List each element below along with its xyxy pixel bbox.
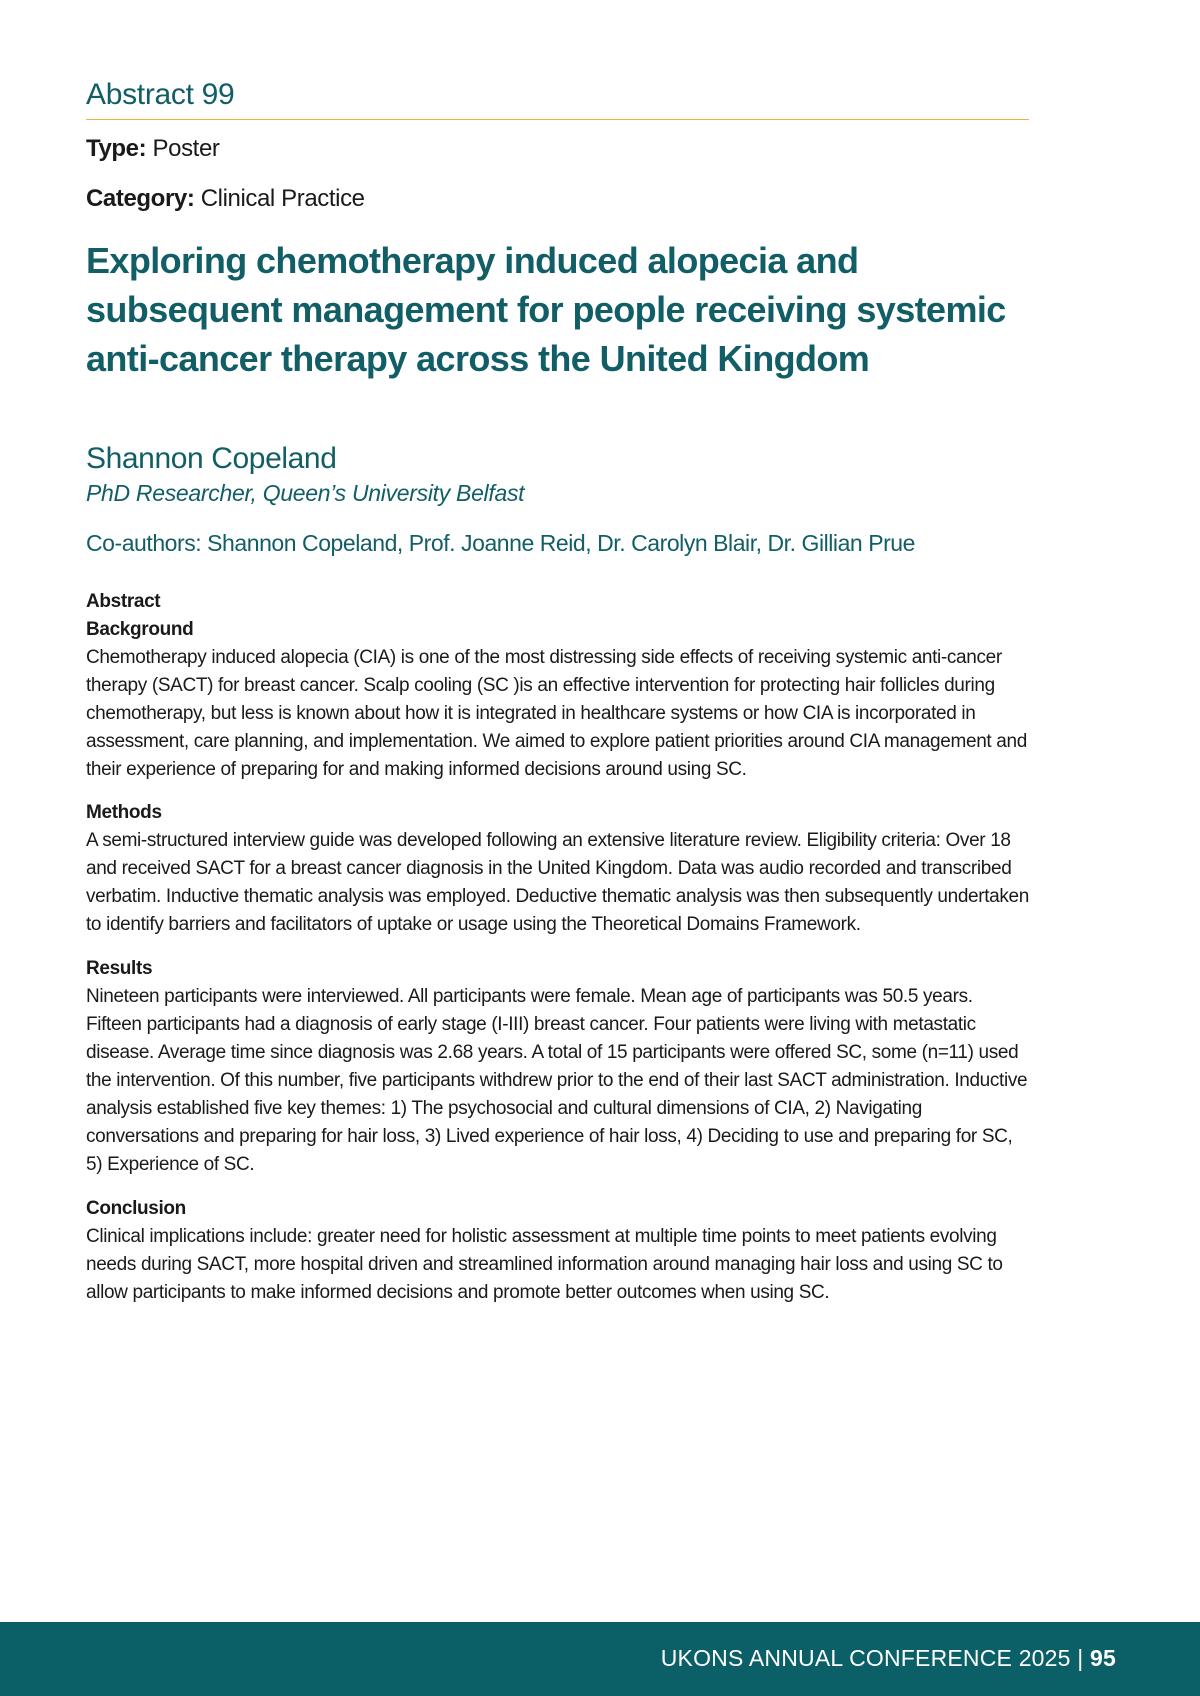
category-value: Clinical Practice [200, 185, 365, 212]
section-background [86, 616, 1029, 784]
footer-text [661, 1645, 1116, 1672]
type-line [86, 135, 219, 163]
author-name: Shannon Copeland [86, 442, 337, 475]
section-text: A semi-structured interview guide was developed following an extensive literature review. Eligibility criteria: Over 18 and received SACT for a breast cancer diagnosis in the United Kingdom. Data was audio recorded and transcribed verbatim. Inductive thematic analysis was employed. Deductive thematic analysis was then subsequently undertaken to identify barriers and facilitators of uptake or usage using the Theoretical Domains Framework. [86, 830, 1029, 935]
page-number: 95 [1090, 1645, 1116, 1671]
type-key: Type: [86, 135, 147, 162]
footer-separator: | [1070, 1645, 1091, 1671]
category-line [86, 185, 365, 213]
abstract-title: Exploring chemotherapy induced alopecia and subsequent management for people receiving systemic anti-cancer therapy across the United Kingdom [86, 240, 1006, 379]
footer-bar [0, 1622, 1200, 1696]
section-heading: Background [86, 619, 194, 640]
section-heading: Results [86, 958, 153, 979]
category-key: Category: [86, 185, 195, 212]
section-text: Chemotherapy induced alopecia (CIA) is one of the most distressing side effects of receiving systemic anti-cancer therapy (SACT) for breast cancer. Scalp cooling (SC )is an effective intervention for protecting hair follicles during chemotherapy, but less is known about how it is integrated in healthcare systems or how CIA is incorporated in assessment, care planning, and implementation. We aimed to explore patient priorities around CIA management and their experience of preparing for and making informed decisions around using SC. [86, 647, 1027, 780]
section-text: Nineteen participants were interviewed. All participants were female. Mean age of participants was 50.5 years. Fifteen participants had a diagnosis of early stage (I-III) breast cancer. Four patients were living with metastatic disease. Average time since diagnosis was 2.68 years. A total of 15 participants were offered SC, some (n=11) used the intervention. Of this number, five participants withdrew prior to the end of their last SACT administration. Inductive analysis established five key themes: 1) The psychosocial and cultural dimensions of CIA, 2) Navigating conversations and preparing for hair loss, 3) Lived experience of hair loss, 4) Deciding to use and preparing for SC, 5) Experience of SC. [86, 986, 1028, 1175]
author-affiliation: PhD Researcher, Queen’s University Belfast [86, 480, 525, 506]
type-value: Poster [152, 135, 220, 162]
section-heading: Conclusion [86, 1198, 186, 1219]
section-heading: Methods [86, 802, 162, 823]
coauthors-line: Co-authors: Shannon Copeland, Prof. Joanne Reid, Dr. Carolyn Blair, Dr. Gillian Prue [86, 530, 915, 556]
section-conclusion [86, 1195, 1029, 1307]
conference-name: UKONS ANNUAL CONFERENCE 2025 [660, 1645, 1071, 1671]
section-methods [86, 799, 1029, 939]
abstract-number: Abstract 99 [86, 78, 235, 111]
abstract-heading: Abstract [86, 591, 161, 612]
header-divider [86, 119, 1029, 120]
section-text: Clinical implications include: greater need for holistic assessment at multiple time points to meet patients evolving needs during SACT, more hospital driven and streamlined information around managing hair loss and using SC to allow participants to make informed decisions and promote better outcomes when using SC. [86, 1226, 1003, 1303]
section-results [86, 955, 1029, 1179]
